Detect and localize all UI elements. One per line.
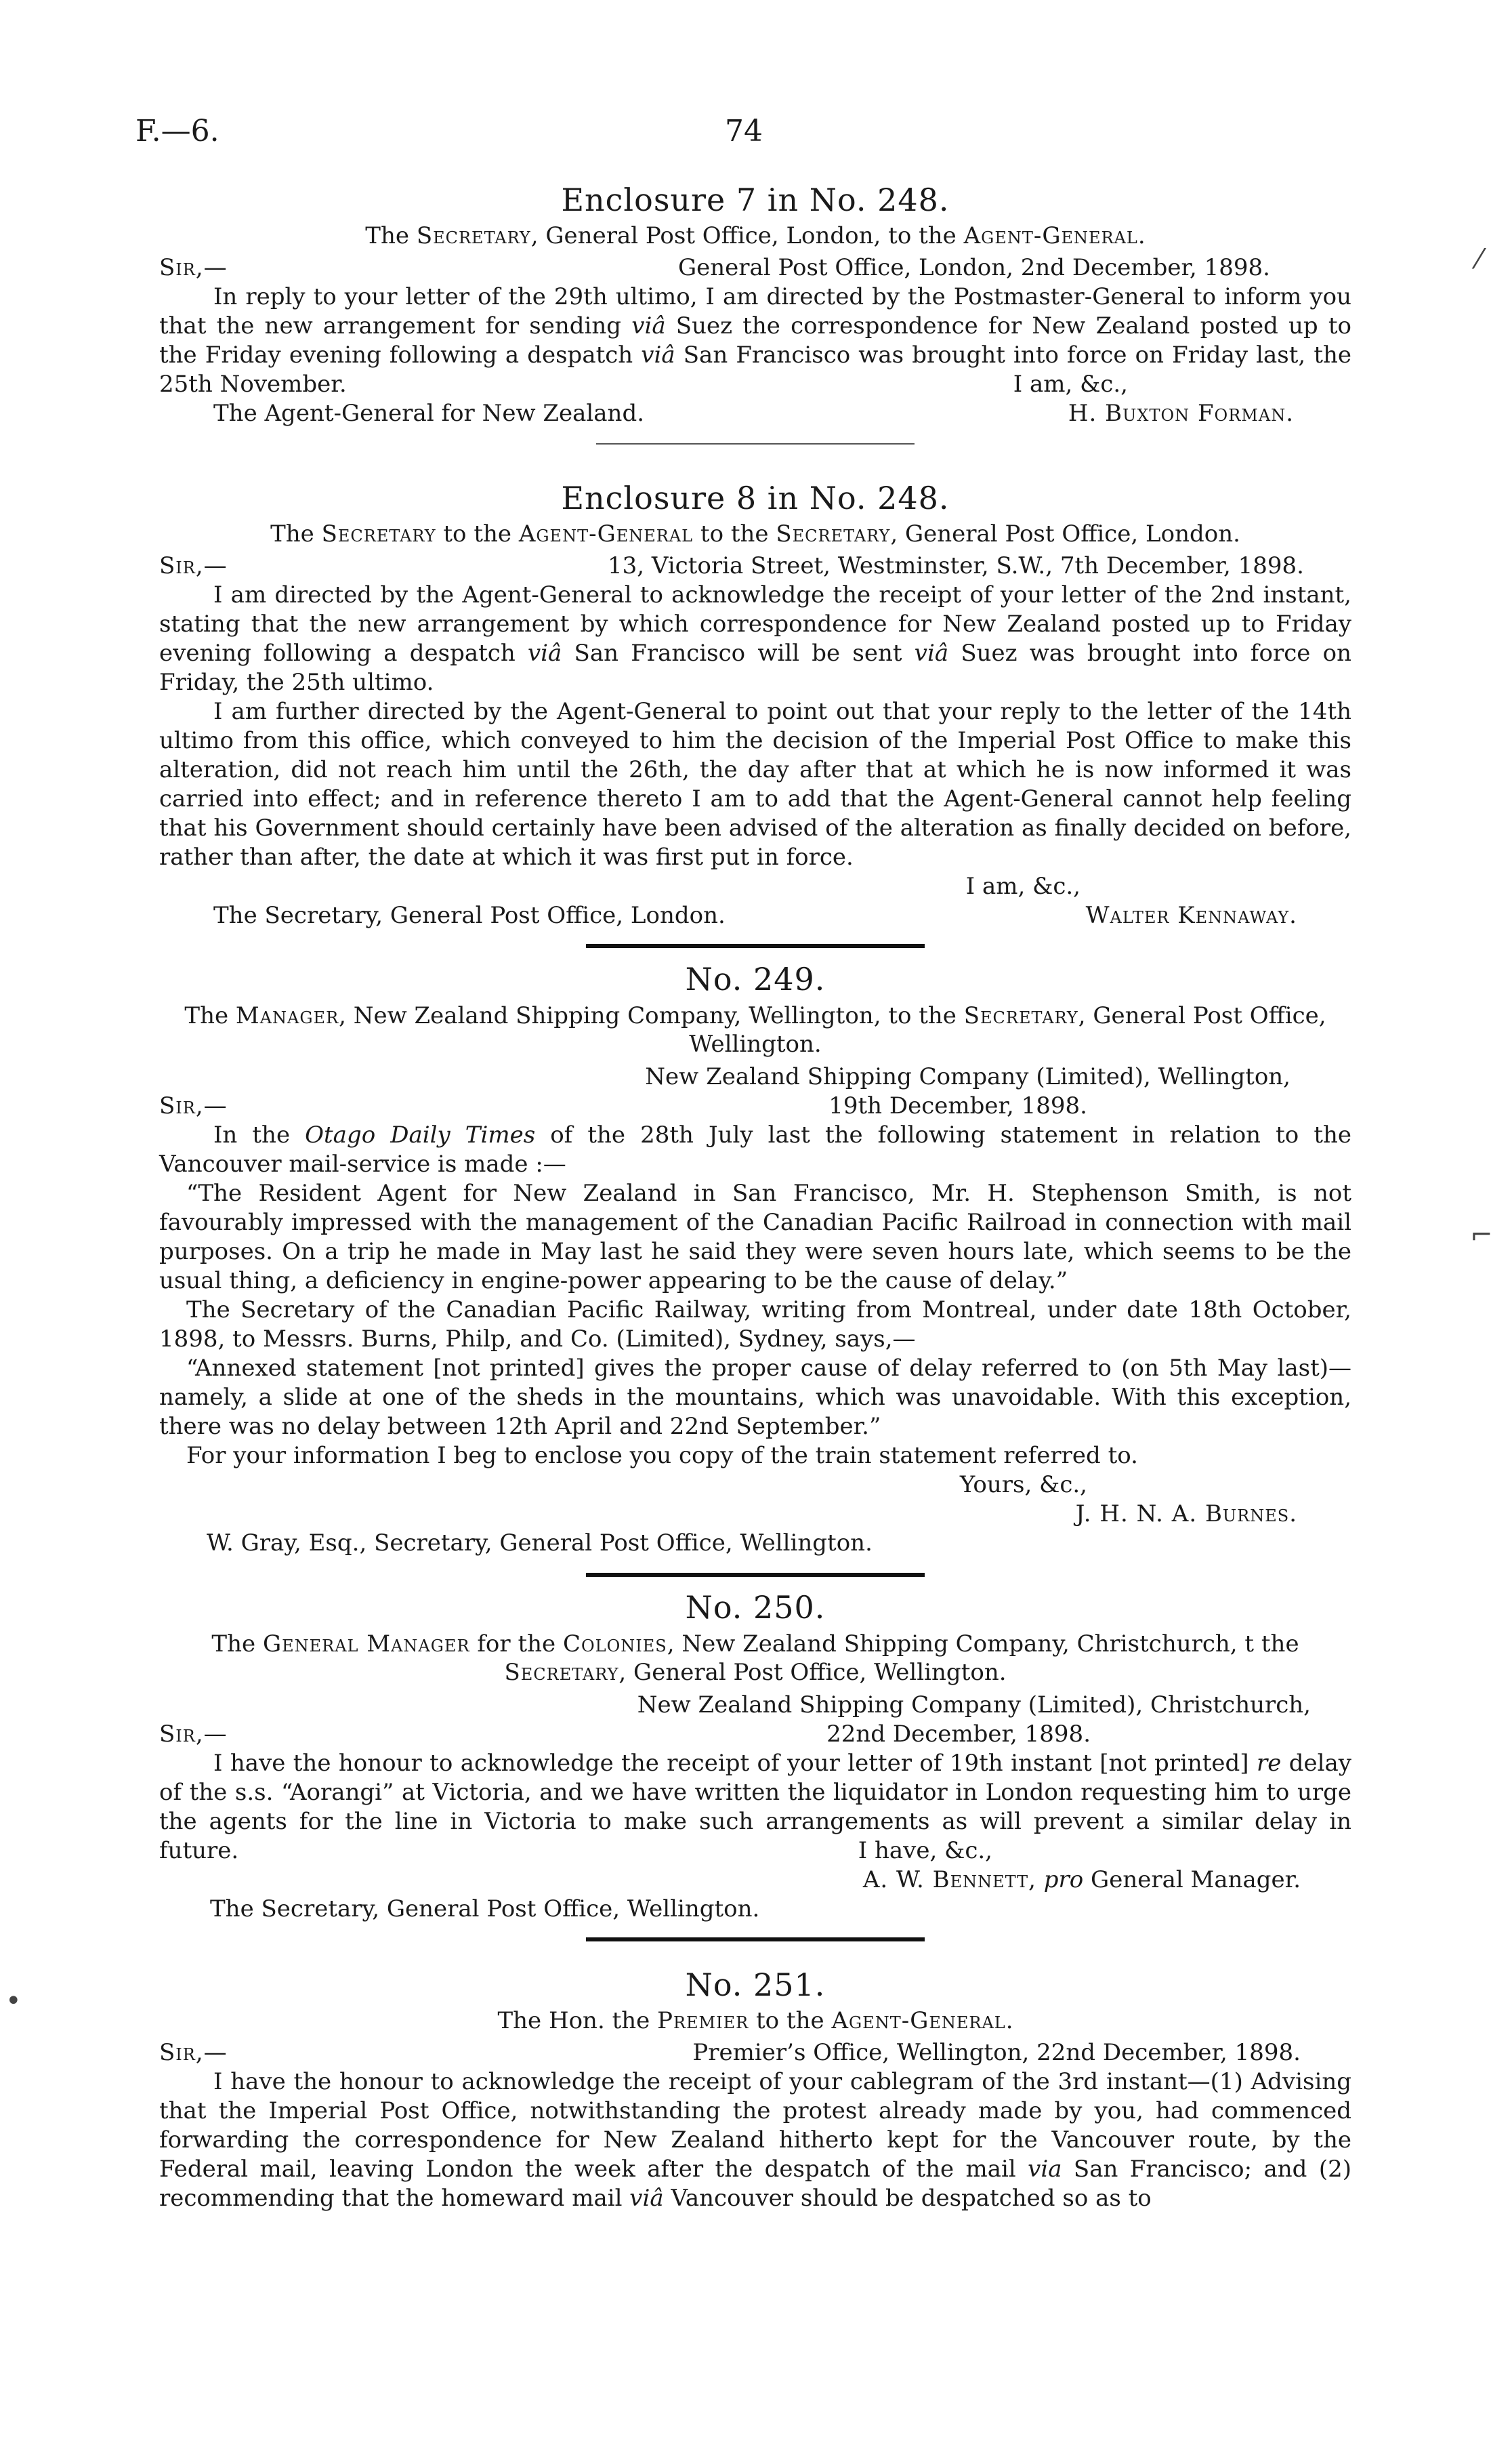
letter-249-para-2: The Secretary of the Canadian Pacific Railway, writing from Montreal, under date 18th October, 1898, to Messrs. Burns, Philp, and Co. (Limited), Sydney, says,— (159, 1296, 1351, 1353)
enclosure-8-signoff (159, 901, 1351, 930)
enclosure-8-subtitle: The Secretary to the Agent-General to the Secretary, General Post Office, London. (270, 520, 1240, 548)
enclosure-7-subtitle: The Secretary, General Post Office, London, to the Agent-General. (365, 222, 1146, 249)
enclosure-8 (159, 480, 1351, 948)
closing: I am, &c., (965, 873, 1080, 900)
signature: Walter Kennaway. (1085, 902, 1297, 929)
letter-251-heading-row (159, 2038, 1351, 2067)
closing: I have, &c., (858, 1837, 992, 1864)
section-divider (586, 944, 925, 948)
signature-line (159, 1866, 1301, 1895)
section-divider (586, 1573, 925, 1577)
addressee: W. Gray, Esq., Secretary, General Post Office, Wellington. (207, 1529, 873, 1557)
letter-251-para-1: I have the honour to acknowledge the receipt of your cablegram of the 3rd instant—(1) Advising that the Imperial Post Office, notwithstanding the protest already made by you, had commenced forwarding the correspondence for New Zealand hitherto kept for the Vancouver route, by the Federal mail, leaving London the week after the despatch of the mail via San Francisco; and (2) recommending that the homeward mail viâ Vancouver should be despatched so as to (159, 2068, 1351, 2212)
section-divider (596, 443, 915, 445)
enclosure-8-para-2: I am further directed by the Agent-General to point out that your reply to the letter of the 14th ultimo from this office, which conveyed to him the decision of the Imperial Post Office to make this alteration, did not reach him until the 26th, the day after that at which he is now informed it was carried into effect; and in reference thereto I am to add that the Agent-General cannot help feeling that his Government should certainly have been advised of the alteration as finally decided on before, rather than after, the date at which it was first put in force. (159, 698, 1351, 871)
letter-251-title: No. 251. (685, 1967, 826, 2003)
letter-249-quote-2: “Annexed statement [not printed] gives the proper cause of delay referred to (on 5th May last)—namely, a slide at one of the sheds in the mountains, which was unavoidable. With this exception, there was no delay between 12th April and 22nd September.” (159, 1355, 1351, 1440)
letter-250-para-1: I have the honour to acknowledge the receipt of your letter of 19th instant [not printed] re delay of the s.s. “Aorangi” at Victoria, and we have written the liquidator in London requesting him to urge the agents for the line in Victoria to make such arrangements as will prevent a similar delay in future. (159, 1750, 1352, 1864)
letter-249 (159, 961, 1351, 1577)
enclosure-7-title: Enclosure 7 in No. 248. (561, 182, 950, 218)
enclosure-8-title: Enclosure 8 in No. 248. (561, 480, 950, 516)
margin-mark: ⁄ (1477, 244, 1482, 275)
addressee: The Secretary, General Post Office, London. (213, 902, 726, 929)
letter-250-heading-row (159, 1720, 1351, 1749)
sender-address-line-1: New Zealand Shipping Company (Limited), Wellington, (645, 1063, 1290, 1090)
page-number: 74 (725, 114, 763, 148)
addressee: The Agent-General for New Zealand. (213, 400, 645, 427)
salutation: Sir,— (159, 1092, 228, 1119)
sender-address: 13, Victoria Street, Westminster, S.W., 7th December, 1898. (607, 552, 1304, 579)
signature: H. Buxton Forman. (1068, 400, 1294, 427)
letter-250 (159, 1589, 1351, 1941)
enclosure-7-body: In reply to your letter of the 29th ultimo, I am directed by the Postmaster-General to inform you that the new arrangement for sending viâ Suez the correspondence for New Zealand posted up to the Friday evening following a despatch viâ San Francisco was brought into force on Friday last, the 25th November. (159, 283, 1351, 398)
sender-address-line-2: 22nd December, 1898. (826, 1721, 1091, 1748)
letter-249-quote-1: “The Resident Agent for New Zealand in San Francisco, Mr. H. Stephenson Smith, is not favourably impressed with the management of the Canadian Pacific Railroad in connection with mail purposes. On a trip he made in May last he said they were seven hours late, which seems to be the usual thing, a deficiency in engine-power appearing to be the cause of delay.” (159, 1180, 1351, 1294)
enclosure-8-para-1: I am directed by the Agent-General to acknowledge the receipt of your letter of the 2nd instant, stating that the new arrangement by which correspondence for New Zealand posted up to Friday evening following a despatch viâ San Francisco will be sent viâ Suez was brought into force on Friday, the 25th ultimo. (159, 581, 1351, 696)
series-code: F.—6. (135, 114, 219, 148)
closing: I am, &c., (1013, 371, 1128, 398)
letter-249-para-1: In the Otago Daily Times of the 28th July last the following statement in relation to the Vancouver mail-service is made :— (159, 1121, 1351, 1178)
margin-dot: • (5, 1985, 22, 2017)
salutation: Sir,— (159, 254, 228, 281)
letter-249-title: No. 249. (685, 961, 826, 997)
addressee: The Secretary, General Post Office, Wellington. (210, 1895, 760, 1922)
letter-249-para-3: For your information I beg to enclose you copy of the train statement referred to. (186, 1442, 1138, 1469)
letter-251 (159, 1967, 1351, 2213)
enclosure-7-signoff (159, 399, 1351, 428)
enclosure-7-heading-row (159, 253, 1351, 283)
salutation: Sir,— (159, 2039, 228, 2066)
letter-249-heading-row (159, 1092, 1351, 1121)
margin-mark: ⌐ (1470, 1220, 1493, 1251)
enclosure-7 (159, 182, 1351, 445)
letter-251-subtitle: The Hon. the Premier to the Agent-General. (497, 2007, 1013, 2034)
salutation: Sir,— (159, 552, 228, 579)
letter-250-subtitle: The General Manager for the Colonies, New Zealand Shipping Company, Christchurch, t the Secretary, General Post Office, Wellington. (211, 1630, 1299, 1686)
enclosure-8-heading-row (159, 552, 1351, 581)
sender-address-line-2: 19th December, 1898. (828, 1092, 1087, 1119)
letter-249-subtitle: The Manager, New Zealand Shipping Company, Wellington, to the Secretary, General Post Office, Wellington. (184, 1002, 1326, 1058)
closing: Yours, &c., (959, 1471, 1087, 1498)
sender-address-line-1: New Zealand Shipping Company (Limited), Christchurch, (637, 1691, 1311, 1719)
signature: J. H. N. A. Burnes. (1075, 1500, 1297, 1527)
signature: A. W. Bennett, (862, 1866, 1036, 1893)
sender-address: Premier’s Office, Wellington, 22nd December, 1898. (692, 2039, 1301, 2066)
section-divider (586, 1937, 925, 1941)
salutation: Sir,— (159, 1721, 228, 1748)
signature-role: General Manager. (1091, 1866, 1301, 1893)
letter-250-title: No. 250. (685, 1589, 826, 1626)
sender-address: General Post Office, London, 2nd December, 1898. (677, 254, 1270, 281)
signature-pro: pro (1043, 1866, 1084, 1893)
